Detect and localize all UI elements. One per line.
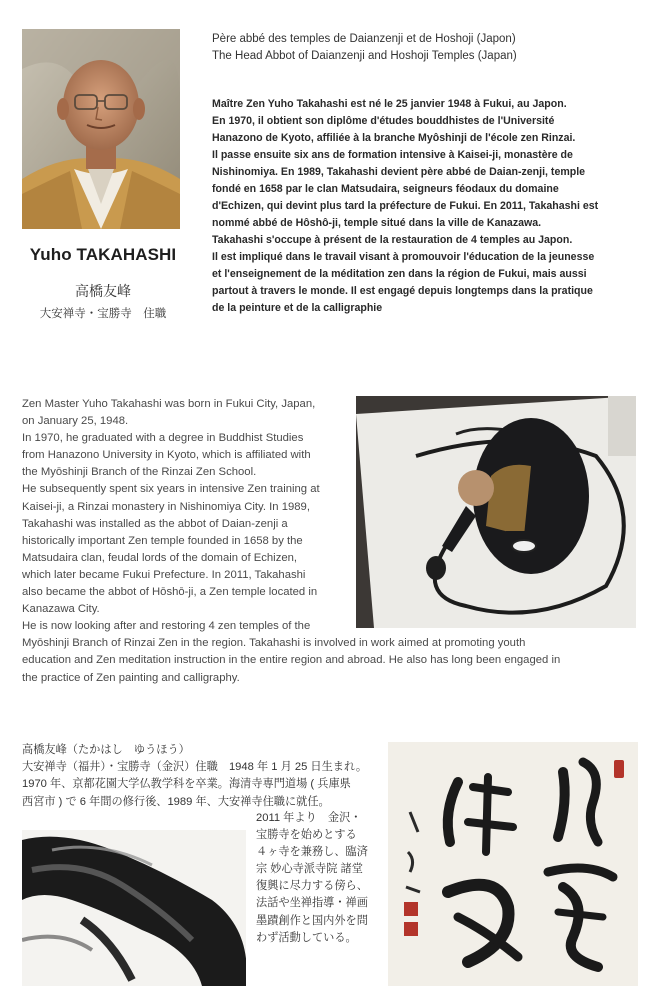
ink-painting-photo [22, 830, 246, 986]
bio-jp2-line: 法話や坐禅指導・禅画 [256, 897, 368, 910]
bio-fr-line: et l'enseignement de la méditation zen dans la région de Fukui, mais aussi [212, 268, 587, 280]
bio-jp2-line: わず活動している。 [256, 931, 357, 944]
bio-fr-line: fondé en 1658 par le clan Matsudaira, seigneurs féodaux du domaine [212, 183, 559, 195]
bio-fr-line: Hanazono de Kyoto, affiliée à la branche Myôshinji de l'école zen Rinzai. [212, 132, 576, 144]
calligraphy-action-photo [356, 396, 636, 628]
calligraphy-scroll-illustration [388, 742, 638, 986]
profile-name: Yuho TAKAHASHI [29, 245, 177, 264]
bio-jp-line: 1970 年、京都花園大学仏教学科を卒業。海清寺専門道場 ( 兵庫県 [22, 778, 351, 791]
ink-painting-illustration [22, 830, 246, 986]
bio-fr-line: d'Echizen, qui devint plus tard la préfecture de Fukui. En 2011, Takahashi est [212, 200, 599, 212]
bio-jp-line: 西宮市 ) で 6 年間の修行後、1989 年、大安禅寺住職に就任。 [22, 795, 330, 808]
bio-en-line: from Hanazono University in Kyoto, which is affiliated with [22, 449, 311, 462]
bio-en-line: the Myōshinji Branch of the Rinzai Zen School. [22, 466, 257, 479]
bio-jp2-line: 2011 年より 金沢・ [256, 812, 362, 824]
bio-en-line: He is now looking after and restoring 4 zen temples of the [22, 620, 311, 633]
bio-fr-line: Maître Zen Yuho Takahashi est né le 25 janvier 1948 à Fukui, au Japon. [212, 98, 567, 110]
bio-fr-line: partout à travers le monde. Il est engagé depuis longtemps dans la pratique [212, 285, 593, 297]
bio-en-line: education and Zen meditation instruction in the entire region and abroad. He also has long been engaged in [22, 654, 561, 667]
bio-jp2-line: ４ヶ寺を兼務し、臨済 [256, 846, 368, 859]
bio-jp2-line: 宝勝寺を始めとする [256, 829, 357, 842]
bio-en-line: He subsequently spent six years in intensive Zen training at [22, 483, 320, 496]
bio-en-line: Takahashi was installed as the abbot of Daian-zenji a [22, 517, 288, 530]
bio-french [212, 96, 642, 317]
bio-en-line: Kanazawa City. [22, 603, 100, 616]
profile-name-kanji: 高橋友峰 [75, 283, 131, 299]
bio-en-line: Matsudaira clan, feudal lords of the domain of Echizen, [22, 551, 298, 564]
bio-en-line: also became the abbot of Hōshō-ji, a Zen temple located in [22, 586, 318, 599]
portrait-photo [22, 29, 180, 229]
bio-jp2-line: 墨蹟創作と国内外を問 [256, 914, 368, 927]
calligraphy-scroll-photo [388, 742, 638, 986]
bio-fr-line: Il est impliqué dans le travail visant à promouvoir l'éducation de la jeunesse [212, 251, 595, 263]
bio-fr-line: de la peinture et de la calligraphie [212, 302, 383, 314]
bio-en-line: on January 25, 1948. [22, 415, 129, 428]
bio-en-line: Myōshinji Branch of Rinzai Zen in the region. Takahashi is involved in work aimed at promoting youth [22, 637, 526, 650]
bio-jp-line: 高橋友峰（たかはし ゆうほう） [22, 744, 190, 756]
bio-jp2-line: 復興に尽力する傍ら、 [256, 880, 368, 893]
bio-en-line: Kaisei-ji, a Rinzai monastery in Nishinomiya City. In 1989, [22, 500, 310, 513]
bio-fr-line: Il passe ensuite six ans de formation intensive à Kaisei-ji, monastère de [212, 149, 573, 161]
bio-fr-line: Takahashi s'occupe à présent de la restauration de 4 temples au Japon. [212, 234, 573, 246]
header-line-fr: Père abbé des temples de Daianzenji et de Hoshoji (Japon) [212, 33, 516, 45]
bio-en-line: which later became Fukui Prefecture. In 2011, Takahashi [22, 568, 306, 581]
bio-fr-line: En 1970, il obtient son diplôme d'études bouddhistes de l'Université [212, 115, 555, 127]
bio-japanese [22, 742, 367, 811]
header-line-en: The Head Abbot of Daianzenji and Hoshoji Temples (Japan) [212, 50, 517, 62]
bio-jp2-line: 宗 妙心寺派寺院 諸堂 [256, 863, 363, 876]
bio-en-line: historically important Zen temple founded in 1658 by the [22, 534, 303, 547]
bio-japanese-continued [256, 810, 368, 947]
calligraphy-action-illustration [356, 396, 636, 628]
bio-fr-line: Nishinomiya. En 1989, Takahashi devient père abbé de Daian-zenji, temple [212, 166, 586, 178]
profile-title-jp: 大安禅寺・宝勝寺 住職 [39, 308, 167, 320]
bio-en-line: In 1970, he graduated with a degree in Buddhist Studies [22, 432, 304, 445]
portrait-illustration [22, 29, 180, 229]
bio-en-line: the practice of Zen painting and calligraphy. [22, 671, 240, 684]
bio-jp-line: 大安禅寺（福井）・宝勝寺（金沢）住職 1948 年 1 月 25 日生まれ。 [22, 761, 368, 774]
bio-en-line: Zen Master Yuho Takahashi was born in Fukui City, Japan, [22, 398, 316, 410]
bio-fr-line: nommé abbé de Hôshô-ji, temple situé dans la ville de Kanazawa. [212, 217, 542, 229]
